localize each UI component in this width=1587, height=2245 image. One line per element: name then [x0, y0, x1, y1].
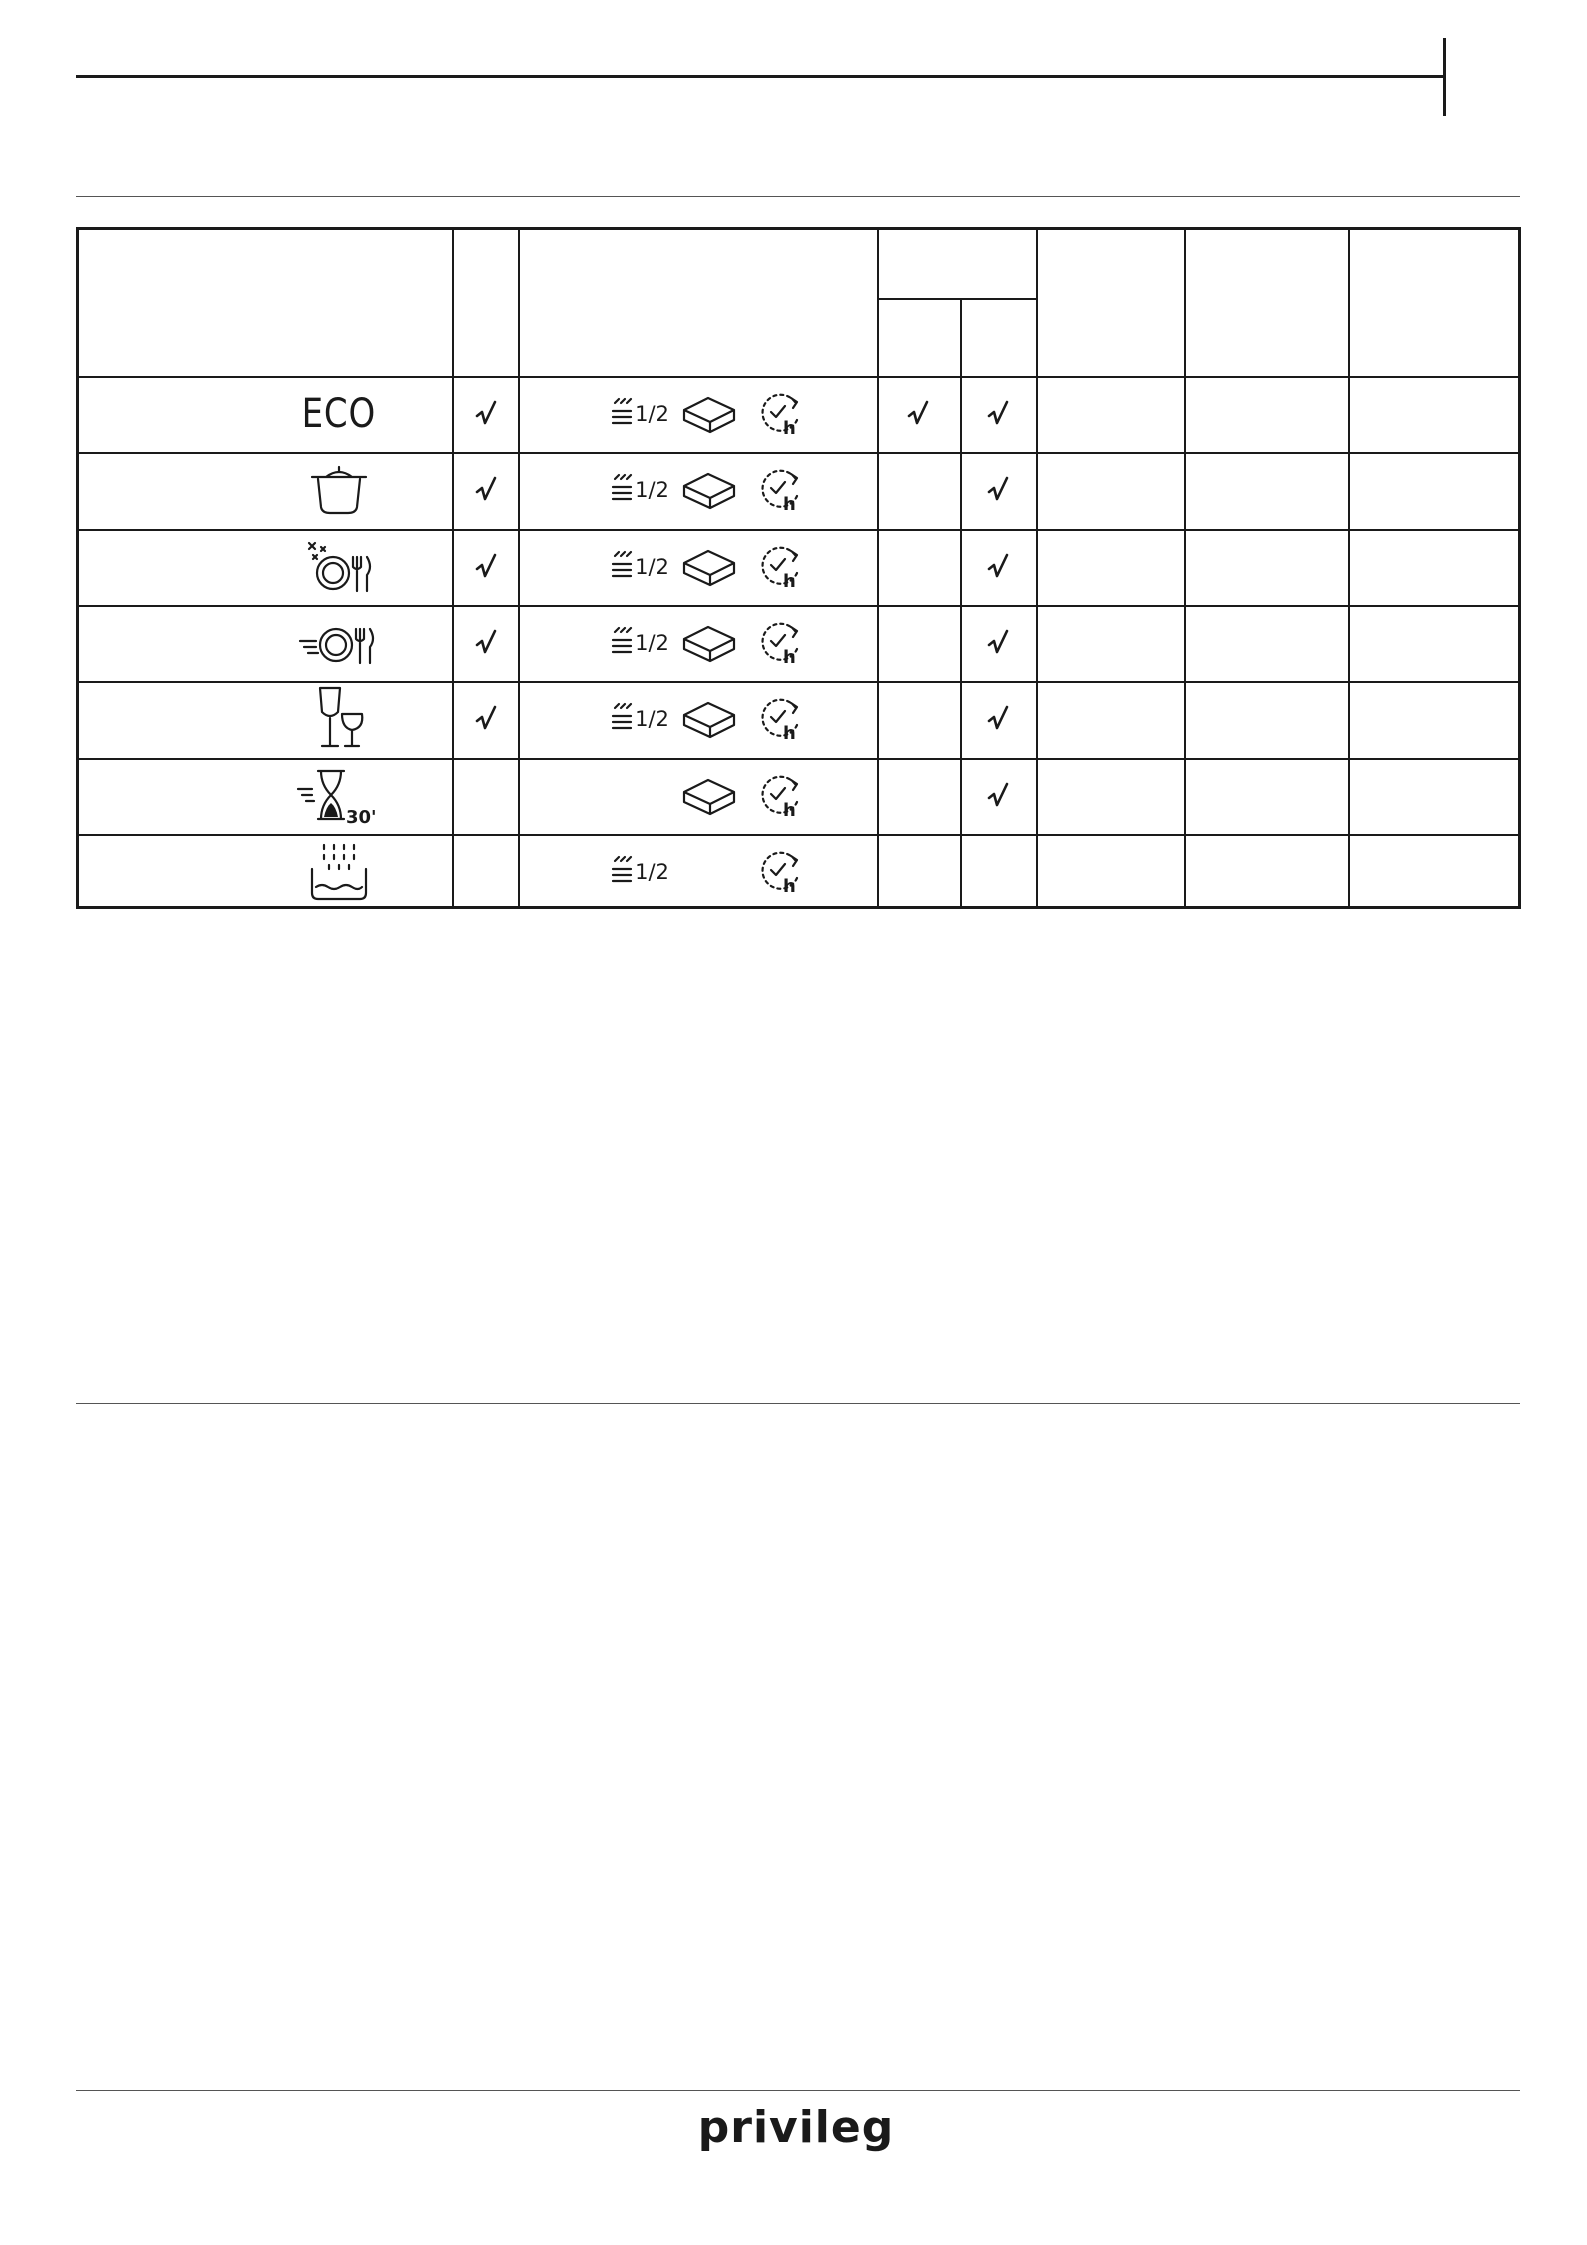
dish-rack-icon [609, 855, 637, 889]
col-b2-check [983, 398, 1013, 430]
check-mark-icon [474, 399, 498, 429]
programme-table [76, 227, 1521, 909]
options-cell [604, 542, 814, 592]
half-load-icon [609, 550, 669, 584]
delay-start-icon [753, 541, 805, 593]
delay-start-icon [753, 464, 805, 516]
col-b2-check [983, 551, 1013, 583]
option-slot [744, 465, 814, 515]
option-slot [744, 771, 814, 821]
col-b2-check [983, 474, 1013, 506]
svg-text:30': 30' [346, 807, 377, 828]
option-slot [604, 618, 674, 668]
header-subdivider [877, 298, 1037, 300]
svg-text:h: h [783, 494, 796, 515]
pot-icon [304, 461, 374, 519]
option-slot [604, 389, 674, 439]
glasses-icon [306, 684, 372, 754]
svg-text:h: h [783, 723, 796, 744]
option-slot [674, 465, 744, 515]
option-slot [744, 694, 814, 744]
delay-start-icon [753, 617, 805, 669]
col-b2-check [983, 703, 1013, 735]
delay-start-icon [753, 388, 805, 440]
table-row [79, 605, 1518, 681]
half-load-icon [609, 397, 669, 431]
option-slot [674, 542, 744, 592]
options-cell [604, 618, 814, 668]
svg-text:h: h [783, 418, 796, 439]
table-row [79, 834, 1518, 910]
check-mark-icon [906, 399, 930, 429]
option-slot [674, 694, 744, 744]
check-mark-icon [986, 781, 1010, 811]
programme-cell [269, 758, 409, 834]
col-b1-check [903, 398, 933, 430]
check-mark-icon [474, 704, 498, 734]
table-row [79, 376, 1518, 452]
check-mark-icon [986, 399, 1010, 429]
option-slot [744, 618, 814, 668]
programme-cell [269, 834, 409, 910]
options-cell [604, 694, 814, 744]
programme-cell [269, 529, 409, 605]
half-load-label: 1/2 [635, 631, 669, 655]
half-load-label: 1/2 [635, 402, 669, 426]
tablet-icon [680, 545, 738, 589]
option-slot [604, 771, 674, 821]
col-b2-check [983, 627, 1013, 659]
delay-start-icon [753, 693, 805, 745]
brand-logo [676, 2102, 916, 2162]
half-load-icon [609, 702, 669, 736]
options-cell [604, 847, 814, 897]
prewash-icon [304, 839, 374, 905]
dish-rack-icon [609, 702, 637, 736]
svg-text:h: h [783, 571, 796, 592]
table-row [79, 681, 1518, 757]
check-mark-icon [474, 552, 498, 582]
option-slot [744, 542, 814, 592]
tablet-icon [680, 774, 738, 818]
hourglass-30-icon [294, 763, 384, 829]
header-rule-tick [1443, 38, 1446, 116]
section-divider [76, 196, 1520, 197]
half-load-label: 1/2 [635, 707, 669, 731]
half-load-icon [609, 473, 669, 507]
option-slot [674, 618, 744, 668]
table-row [79, 529, 1518, 605]
delay-start-icon [753, 846, 805, 898]
dish-rack-icon [609, 626, 637, 660]
col-a-check [471, 703, 501, 735]
footer-rule [76, 2090, 1520, 2091]
sparkle-plate-cutlery-icon [299, 537, 379, 597]
option-slot [604, 847, 674, 897]
half-load-label: 1/2 [635, 478, 669, 502]
col-a-check [471, 474, 501, 506]
half-load-icon [609, 626, 669, 660]
programme-cell [269, 376, 409, 452]
check-mark-icon [986, 552, 1010, 582]
tablet-icon [680, 621, 738, 665]
option-slot [604, 465, 674, 515]
fast-plate-cutlery-icon [296, 615, 382, 671]
col-a-check [471, 627, 501, 659]
dish-rack-icon [609, 473, 637, 507]
privileg-logo-icon [676, 2102, 916, 2162]
tablet-icon [680, 392, 738, 436]
eco-text-icon: ECO [301, 391, 377, 437]
option-slot [674, 389, 744, 439]
dish-rack-icon [609, 397, 637, 431]
programme-cell [269, 452, 409, 528]
option-slot [674, 847, 744, 897]
programme-cell [269, 681, 409, 757]
options-cell [604, 771, 814, 821]
check-mark-icon [474, 475, 498, 505]
table-row [79, 452, 1518, 528]
option-slot [604, 542, 674, 592]
tablet-icon [680, 697, 738, 741]
col-a-check [471, 398, 501, 430]
svg-text:h: h [783, 800, 796, 821]
check-mark-icon [986, 704, 1010, 734]
check-mark-icon [474, 628, 498, 658]
option-slot [604, 694, 674, 744]
col-b2-check [983, 780, 1013, 812]
svg-text:h: h [783, 647, 796, 668]
programme-cell [269, 605, 409, 681]
section-divider [76, 1403, 1520, 1404]
half-load-label: 1/2 [635, 555, 669, 579]
check-mark-icon [986, 475, 1010, 505]
option-slot [744, 389, 814, 439]
dish-rack-icon [609, 550, 637, 584]
delay-start-icon [753, 770, 805, 822]
check-mark-icon [986, 628, 1010, 658]
table-row [79, 758, 1518, 834]
header-rule [76, 75, 1446, 78]
half-load-icon [609, 855, 669, 889]
options-cell [604, 389, 814, 439]
col-a-check [471, 551, 501, 583]
half-load-label: 1/2 [635, 860, 669, 884]
svg-text:h: h [783, 876, 796, 897]
options-cell [604, 465, 814, 515]
option-slot [674, 771, 744, 821]
tablet-icon [680, 468, 738, 512]
svg-text:privileg: privileg [697, 2102, 895, 2153]
option-slot [744, 847, 814, 897]
